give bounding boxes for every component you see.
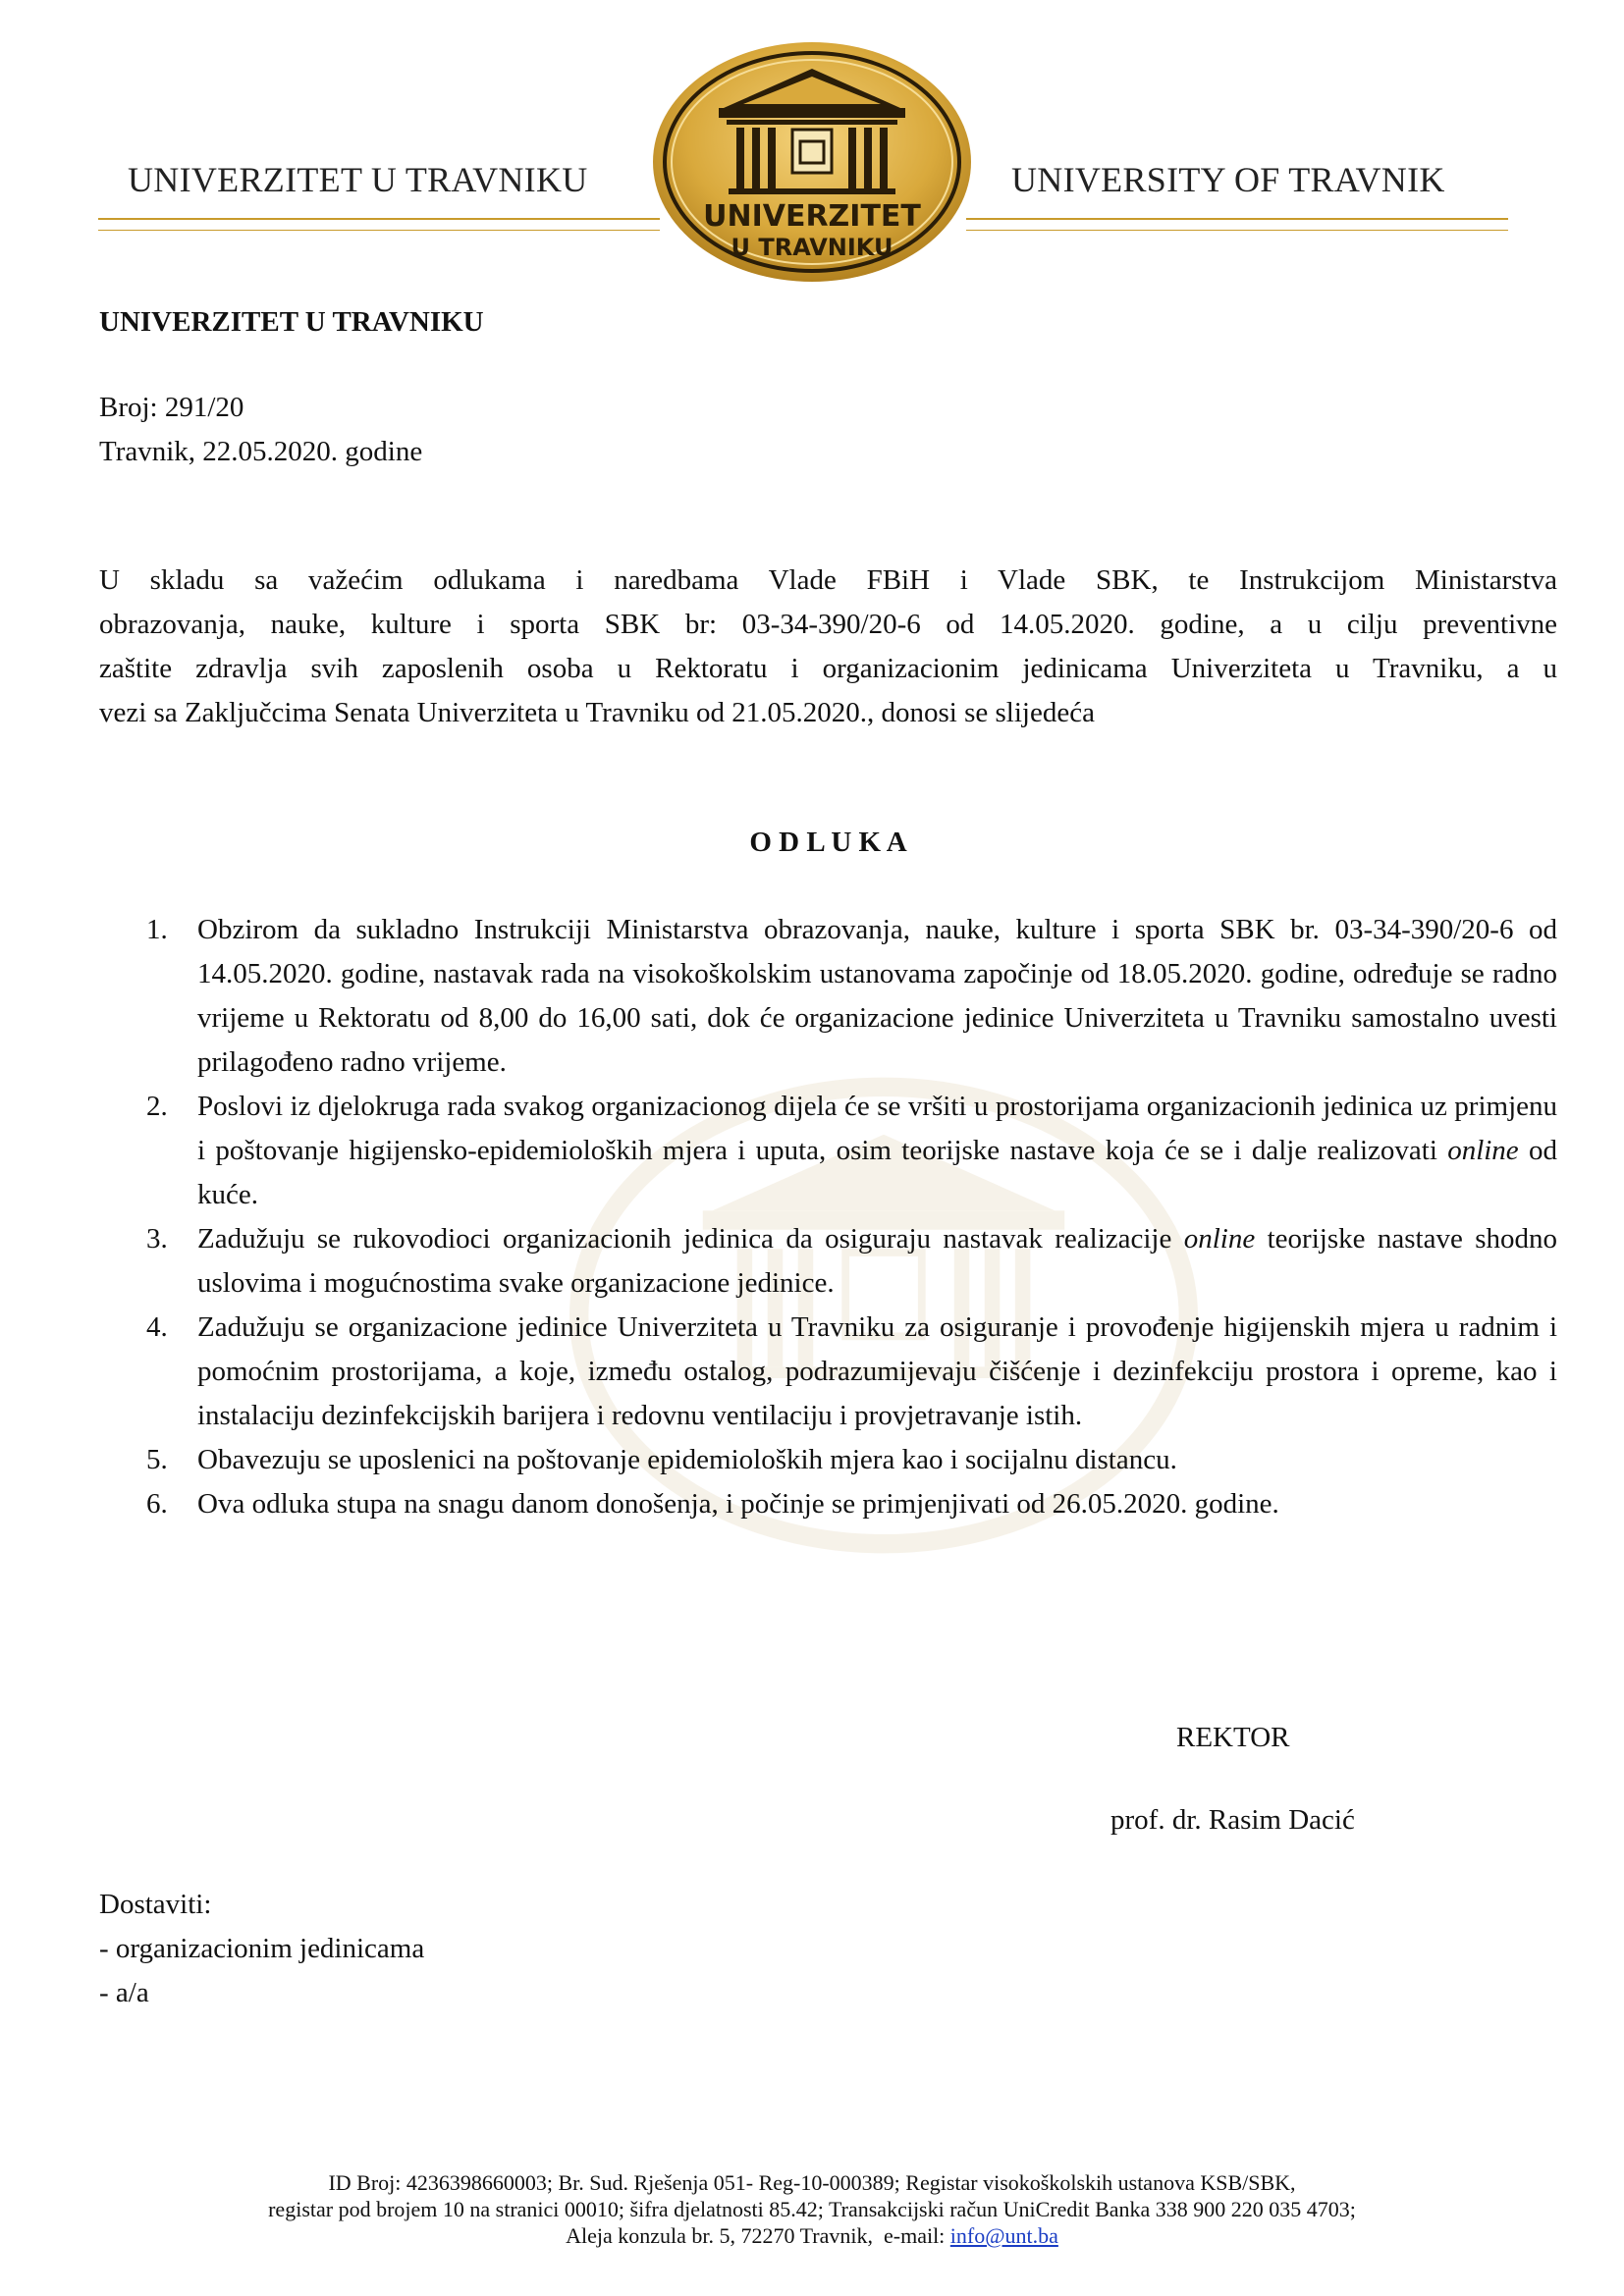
list-item-number: 6. (146, 1488, 168, 1520)
list-item-text: Obavezuju se uposlenici na poštovanje epidemioloških mjera kao i socijalnu distancu. (197, 1444, 1177, 1475)
footer-line: registar pod brojem 10 na stranici 00010; šifra djelatnosti 85.42; Transakcijski račun UniCredit Banka 338 900 220 035 4703; (268, 2197, 1356, 2221)
list-item-text: Obzirom da sukladno Instrukciji Ministarstva obrazovanja, nauke, kulture i sporta SBK br. 03-34-390/20-6 od 14.05.2020. godine, nastavak rada na visokoškolskim ustanovama započinje od 18.05.2020. godine, određuje se radno vrijeme u Rektoratu od 8,00 do 16,00 sati, dok će organizacione jedinice Univerziteta u Travniku samostalno uvesti prilagođeno radno vrijeme. (197, 914, 1557, 1078)
preamble-line: vezi sa Zaključcima Senata Univerziteta u Travniku od 21.05.2020., donosi se slijedeća (99, 697, 1095, 728)
list-item-text: od kuće. (197, 1135, 1557, 1210)
footer-email-link[interactable]: info@unt.ba (949, 2223, 1058, 2248)
list-item (146, 1085, 1557, 1217)
list-item-number: 5. (146, 1444, 168, 1475)
logo-text-line1: UNIVERZITET (703, 199, 921, 234)
list-item-text: Ova odluka stupa na snagu danom donošenja, i počinje se primjenjivati od 26.05.2020. godine. (197, 1488, 1279, 1520)
list-item-italic: online (1183, 1223, 1256, 1255)
header-rule-left-bottom (98, 230, 660, 231)
list-item-text: Zadužuju se organizacione jedinice Univerziteta u Travniku za osiguranje i provođenje higijenskih mjera u radnim i pomoćnim prostorijama, a koje, između ostalog, podrazumijevaju čišćenje i dezinfekciju prostora i opreme, kao i instalaciju dezinfekcijskih barijera i redovnu ventilaciju i provjetravanje istih. (197, 1311, 1557, 1431)
decision-points (99, 908, 1557, 1526)
list-item-number: 4. (146, 1311, 168, 1343)
list-item (146, 1438, 1557, 1482)
list-item-number: 1. (146, 914, 168, 945)
deliver-item: - a/a (99, 1977, 149, 2008)
deliver-item: - organizacionim jedinicama (99, 1933, 425, 1964)
footer-line (0, 2222, 1624, 2249)
list-item (146, 908, 1557, 1085)
header-left-title: UNIVERZITET U TRAVNIKU (128, 160, 588, 199)
list-item (146, 1482, 1557, 1526)
logo-text-line2: U TRAVNIKU (731, 234, 893, 261)
decision-title: O D L U K A (749, 827, 907, 858)
header-rule-left-top (98, 218, 660, 220)
signature-name: prof. dr. Rasim Dacić (1110, 1804, 1355, 1836)
list-item-number: 2. (146, 1091, 168, 1122)
university-building-logo-icon (650, 39, 974, 285)
header-rule-right-top (966, 218, 1508, 220)
list-item-number: 3. (146, 1223, 168, 1255)
header-right-title: UNIVERSITY OF TRAVNIK (1011, 160, 1445, 199)
preamble-line: zaštite zdravlja svih zaposlenih osoba u Rektoratu i organizacionim jedinicama Univerziteta u Travniku, a u (99, 653, 1557, 684)
list-item (146, 1217, 1557, 1306)
preamble-line: obrazovanja, nauke, kulture i sporta SBK br: 03-34-390/20-6 od 14.05.2020. godine, a u cilju preventivne (99, 609, 1557, 640)
list-item-text: Zadužuju se rukovodioci organizacionih jedinica da osiguraju nastavak realizacije (197, 1223, 1184, 1255)
list-item-text: Poslovi iz djelokruga rada svakog organizacionog dijela će se vršiti u prostorijama organizacionih jedinica uz primjenu i poštovanje higijensko-epidemioloških mjera i uputa, osim teorijske nastave koja će se i dalje realizovati (197, 1091, 1557, 1166)
header-rule-right-bottom (966, 230, 1508, 231)
footer-line: ID Broj: 4236398660003; Br. Sud. Rješenja 051- Reg-10-000389; Registar visokoškolskih ustanova KSB/SBK, (328, 2170, 1296, 2195)
list-item (146, 1306, 1557, 1438)
institution-name: UNIVERZITET U TRAVNIKU (99, 306, 484, 338)
signature-role: REKTOR (1176, 1722, 1290, 1753)
document-place-date: Travnik, 22.05.2020. godine (99, 436, 423, 467)
list-item-italic: online (1447, 1135, 1519, 1166)
footer-address: Aleja konzula br. 5, 72270 Travnik, e-mail: (566, 2223, 950, 2248)
preamble-line: U skladu sa važećim odlukama i naredbama Vlade FBiH i Vlade SBK, te Instrukcijom Ministarstva (99, 564, 1557, 596)
list-item-text: teorijske nastave shodno uslovima i mogućnostima svake organizacione jedinice. (197, 1223, 1557, 1299)
document-number: Broj: 291/20 (99, 392, 244, 423)
deliver-label: Dostaviti: (99, 1889, 212, 1920)
